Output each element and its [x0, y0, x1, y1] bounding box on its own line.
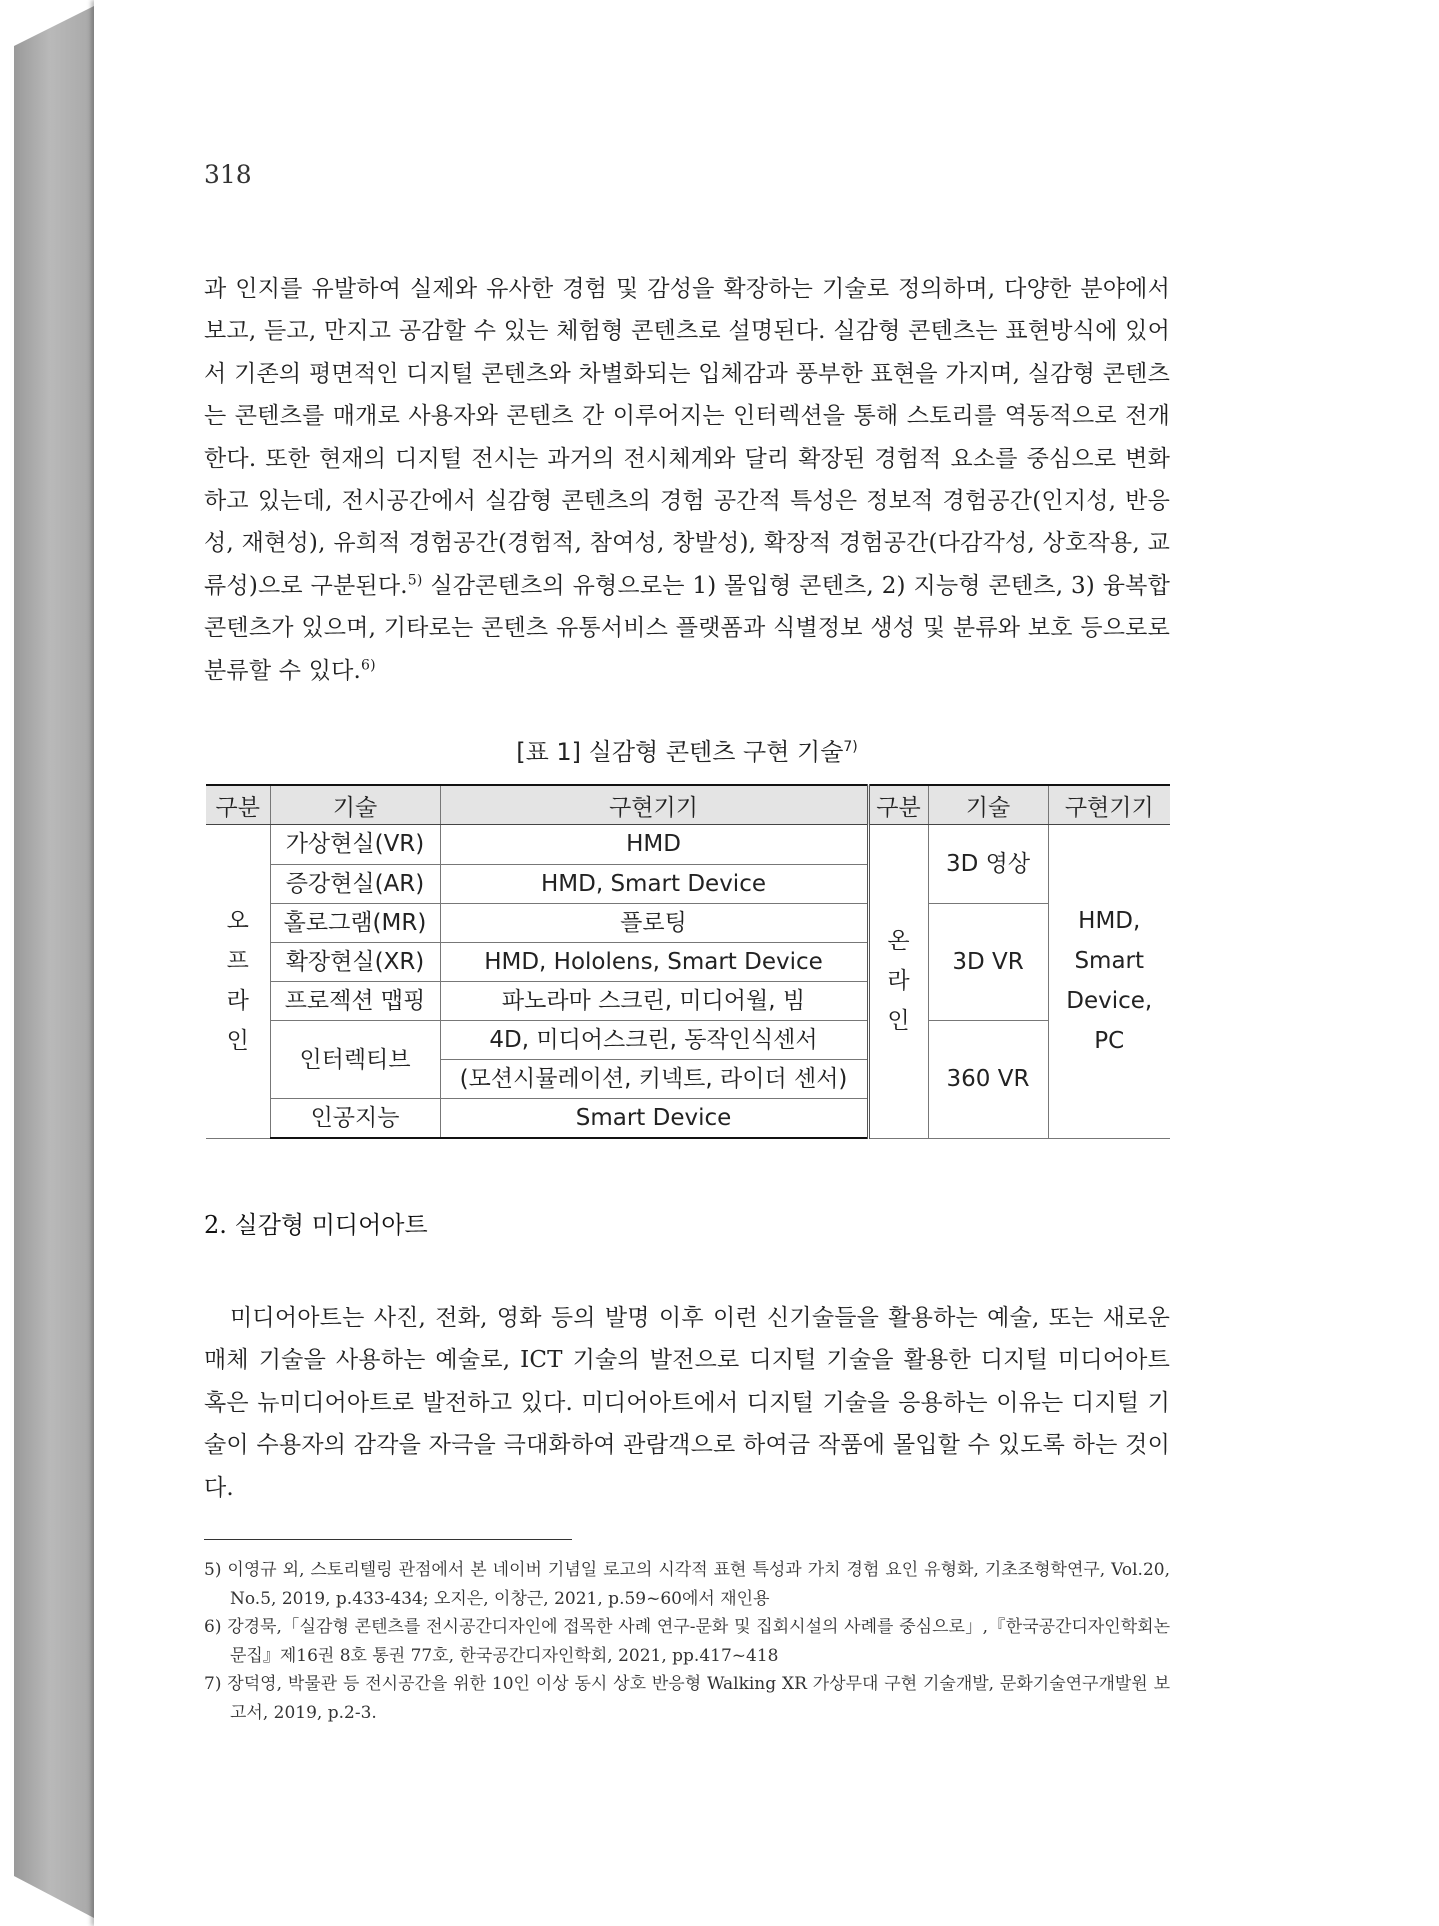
online-tech-cell: 3D 영상	[928, 825, 1048, 904]
tech-cell: 인공지능	[270, 1099, 440, 1139]
device-cell: HMD	[440, 825, 868, 865]
footnote-ref-6[interactable]: 6)	[361, 657, 376, 673]
online-category-cell	[868, 825, 928, 1139]
device-cell: 파노라마 스크린, 미디어월, 빔	[440, 982, 868, 1021]
tech-cell: 확장현실(XR)	[270, 943, 440, 982]
table-row	[206, 904, 1170, 943]
table-row	[206, 825, 1170, 865]
online-char: 라	[887, 968, 910, 995]
header-device: 구현기기	[440, 785, 868, 825]
table-caption	[204, 732, 1170, 767]
body-paragraph-2: 미디어아트는 사진, 전화, 영화 등의 발명 이후 이런 신기술들을 활용하는 예술, 또는 새로운 매체 기술을 사용하는 예술로, ICT 기술의 발전으로 디지털 기술을 활용한 디지털 미디어아트 혹은 뉴미디어아트로 발전하고 있다. 미디어아트에서 디지털 기술을 응용하는 이유는 디지털 기술이 수용자의 감각을 자극을 극대화하여 관람객으로 하여금 작품에 몰입할 수 있도록 하는 것이다.	[204, 1305, 1170, 1501]
online-device-line: PC	[1094, 1028, 1125, 1055]
offline-category-cell	[206, 825, 270, 1139]
offline-char: 라	[226, 988, 249, 1015]
offline-char: 오	[226, 908, 249, 935]
footnote-5: 5) 이영규 외, 스토리텔링 관점에서 본 네이버 기념일 로고의 시각적 표현 특성과 가치 경험 요인 유형화, 기초조형학연구, Vol.20, No.5, 2019, p.433-434; 오지은, 이창근, 2021, p.59~60에서 재인용	[204, 1560, 1170, 1609]
header-category: 구분	[206, 785, 270, 825]
device-cell: Smart Device	[440, 1099, 868, 1139]
tech-cell: 증강현실(AR)	[270, 864, 440, 904]
tech-table	[206, 784, 1170, 1139]
book-spine-edge	[14, 6, 94, 1918]
footnote-6: 6) 강경묵,「실감형 콘텐츠를 전시공간디자인에 접목한 사례 연구-문화 및 집회시설의 사례를 중심으로」,『한국공간디자인학회논문집』제16권 8호 통권 77호, 한국공간디자인학회, 2021, pp.417~418	[204, 1617, 1170, 1666]
tech-cell: 인터렉티브	[270, 1021, 440, 1099]
device-cell: (모션시뮬레이션, 키넥트, 라이더 센서)	[440, 1060, 868, 1099]
online-char: 온	[887, 928, 910, 955]
footnote-7: 7) 장덕영, 박물관 등 전시공간을 위한 10인 이상 동시 상호 반응형 Walking XR 가상무대 구현 기술개발, 문화기술연구개발원 보고서, 2019, p.2-3.	[204, 1674, 1170, 1723]
paragraph-text: 과 인지를 유발하여 실제와 유사한 경험 및 감성을 확장하는 기술로 정의하며, 다양한 분야에서 보고, 듣고, 만지고 공감할 수 있는 체험형 콘텐츠로 설명된다. 실감형 콘텐츠는 표현방식에 있어서 기존의 평면적인 디지털 콘텐츠와 차별화되는 입체감과 풍부한 표현을 가지며, 실감형 콘텐츠는 콘텐츠를 매개로 사용자와 콘텐츠 간 이루어지는 인터렉션을 통해 스토리를 역동적으로 전개한다. 또한 현재의 디지털 전시는 과거의 전시체계와 달리 확장된 경험적 요소를 중심으로 변화하고 있는데, 전시공간에서 실감형 콘텐츠의 경험 공간적 특성은 정보적 경험공간(인지성, 반응성, 재현성), 유희적 경험공간(경험적, 참여성, 창발성), 확장적 경험공간(다감각성, 상호작용, 교류성)으로 구분된다.	[204, 276, 1170, 599]
online-char: 인	[887, 1008, 910, 1035]
online-device-line: Device,	[1066, 988, 1153, 1015]
footnotes	[204, 1556, 1170, 1727]
device-cell: 플로팅	[440, 904, 868, 943]
device-cell: 4D, 미디어스크린, 동작인식센서	[440, 1021, 868, 1060]
footnote-ref-5[interactable]: 5)	[407, 572, 423, 589]
paragraph-text-continued: 실감콘텐츠의 유형으로는 1) 몰입형 콘텐츠, 2) 지능형 콘텐츠, 3) 융복합 콘텐츠가 있으며, 기타로는 콘텐츠 유통서비스 플랫폼과 식별정보 생성 및 분류와 보호 등으로로 분류할 수 있다.	[204, 572, 1170, 684]
page-number: 318	[204, 160, 252, 189]
table-row	[206, 1021, 1170, 1060]
table-container	[206, 784, 1170, 1139]
online-tech-cell: 360 VR	[928, 1021, 1048, 1139]
online-device-cell	[1048, 825, 1170, 1139]
online-device-line: HMD,	[1078, 908, 1141, 935]
body-paragraph-1	[204, 268, 1170, 692]
tech-cell: 프로젝션 맵핑	[270, 982, 440, 1021]
table-caption-text: [표 1] 실감형 콘텐츠 구현 기술	[516, 738, 844, 766]
device-cell: HMD, Hololens, Smart Device	[440, 943, 868, 982]
header-device-2: 구현기기	[1048, 785, 1170, 825]
device-cell: HMD, Smart Device	[440, 864, 868, 904]
offline-char: 프	[226, 948, 249, 975]
tech-cell: 가상현실(VR)	[270, 825, 440, 865]
offline-char: 인	[226, 1028, 249, 1055]
section-heading: 2. 실감형 미디어아트	[204, 1211, 428, 1239]
header-category-2: 구분	[868, 785, 928, 825]
online-tech-cell: 3D VR	[928, 904, 1048, 1021]
table-header-row	[206, 785, 1170, 825]
header-tech-2: 기술	[928, 785, 1048, 825]
header-tech: 기술	[270, 785, 440, 825]
footnote-divider	[204, 1539, 572, 1540]
online-device-line: Smart	[1074, 948, 1145, 975]
footnote-ref-7[interactable]: 7)	[843, 739, 858, 755]
tech-cell: 홀로그램(MR)	[270, 904, 440, 943]
